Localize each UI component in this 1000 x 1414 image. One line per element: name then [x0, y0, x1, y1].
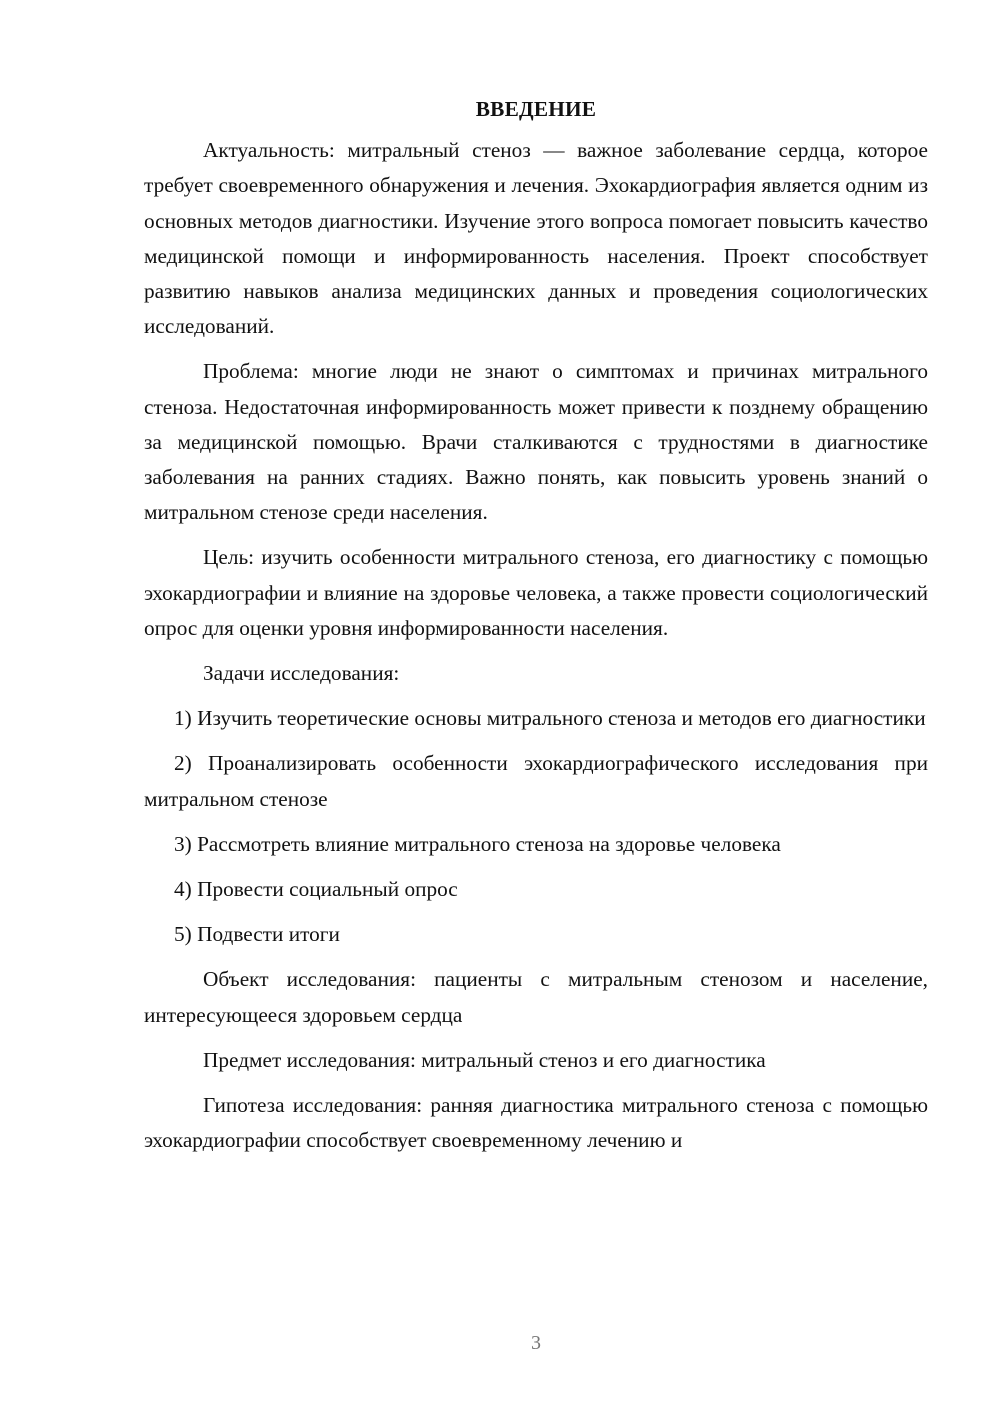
section-title: ВВЕДЕНИЕ	[475, 97, 597, 121]
paragraph-goal: Цель: изучить особенности митрального стеноза, его диагностику с помощью эхокардиографии и влияние на здоровье человека, а также провести социологический опрос для оценки уровня информированности населения.	[144, 545, 928, 640]
paragraph-problem: Проблема: многие люди не знают о симптомах и причинах митрального стеноза. Недостаточная информированность может привести к позднему обращению за медицинской помощью. Врачи сталкиваются с трудностями в диагностике заболевания на ранних стадиях. Важно понять, как повысить уровень знаний о митральном стенозе среди населения.	[144, 359, 928, 525]
task-item-5: 5) Подвести итоги	[174, 922, 340, 947]
paragraph-subject: Предмет исследования: митральный стеноз и его диагностика	[203, 1047, 766, 1072]
paragraph-relevance: Актуальность: митральный стеноз — важное заболевание сердца, которое требует своевременного обнаружения и лечения. Эхокардиография является одним из основных методов диагностики. Изучение этого вопроса помогает повысить качество медицинской помощи и информированность населения. Проект способствует развитию навыков анализа медицинских данных и проведения социологических исследований.	[144, 138, 928, 339]
page-number: 3	[531, 1332, 541, 1354]
task-item-4: 4) Провести социальный опрос	[174, 877, 458, 902]
paragraph-object: Объект исследования: пациенты с митральным стенозом и население, интересующееся здоровьем сердца	[144, 967, 928, 1027]
tasks-heading: Задачи исследования:	[203, 661, 400, 686]
document-page	[144, 92, 928, 1158]
task-item-2: 2) Проанализировать особенности эхокардиографического исследования при митральном стенозе	[144, 751, 928, 811]
paragraph-hypothesis: Гипотеза исследования: ранняя диагностика митрального стеноза с помощью эхокардиографии способствует своевременному лечению и	[144, 1093, 928, 1153]
task-item-1: 1) Изучить теоретические основы митрального стеноза и методов его диагностики	[174, 706, 926, 731]
task-item-3: 3) Рассмотреть влияние митрального стеноза на здоровье человека	[174, 831, 781, 856]
